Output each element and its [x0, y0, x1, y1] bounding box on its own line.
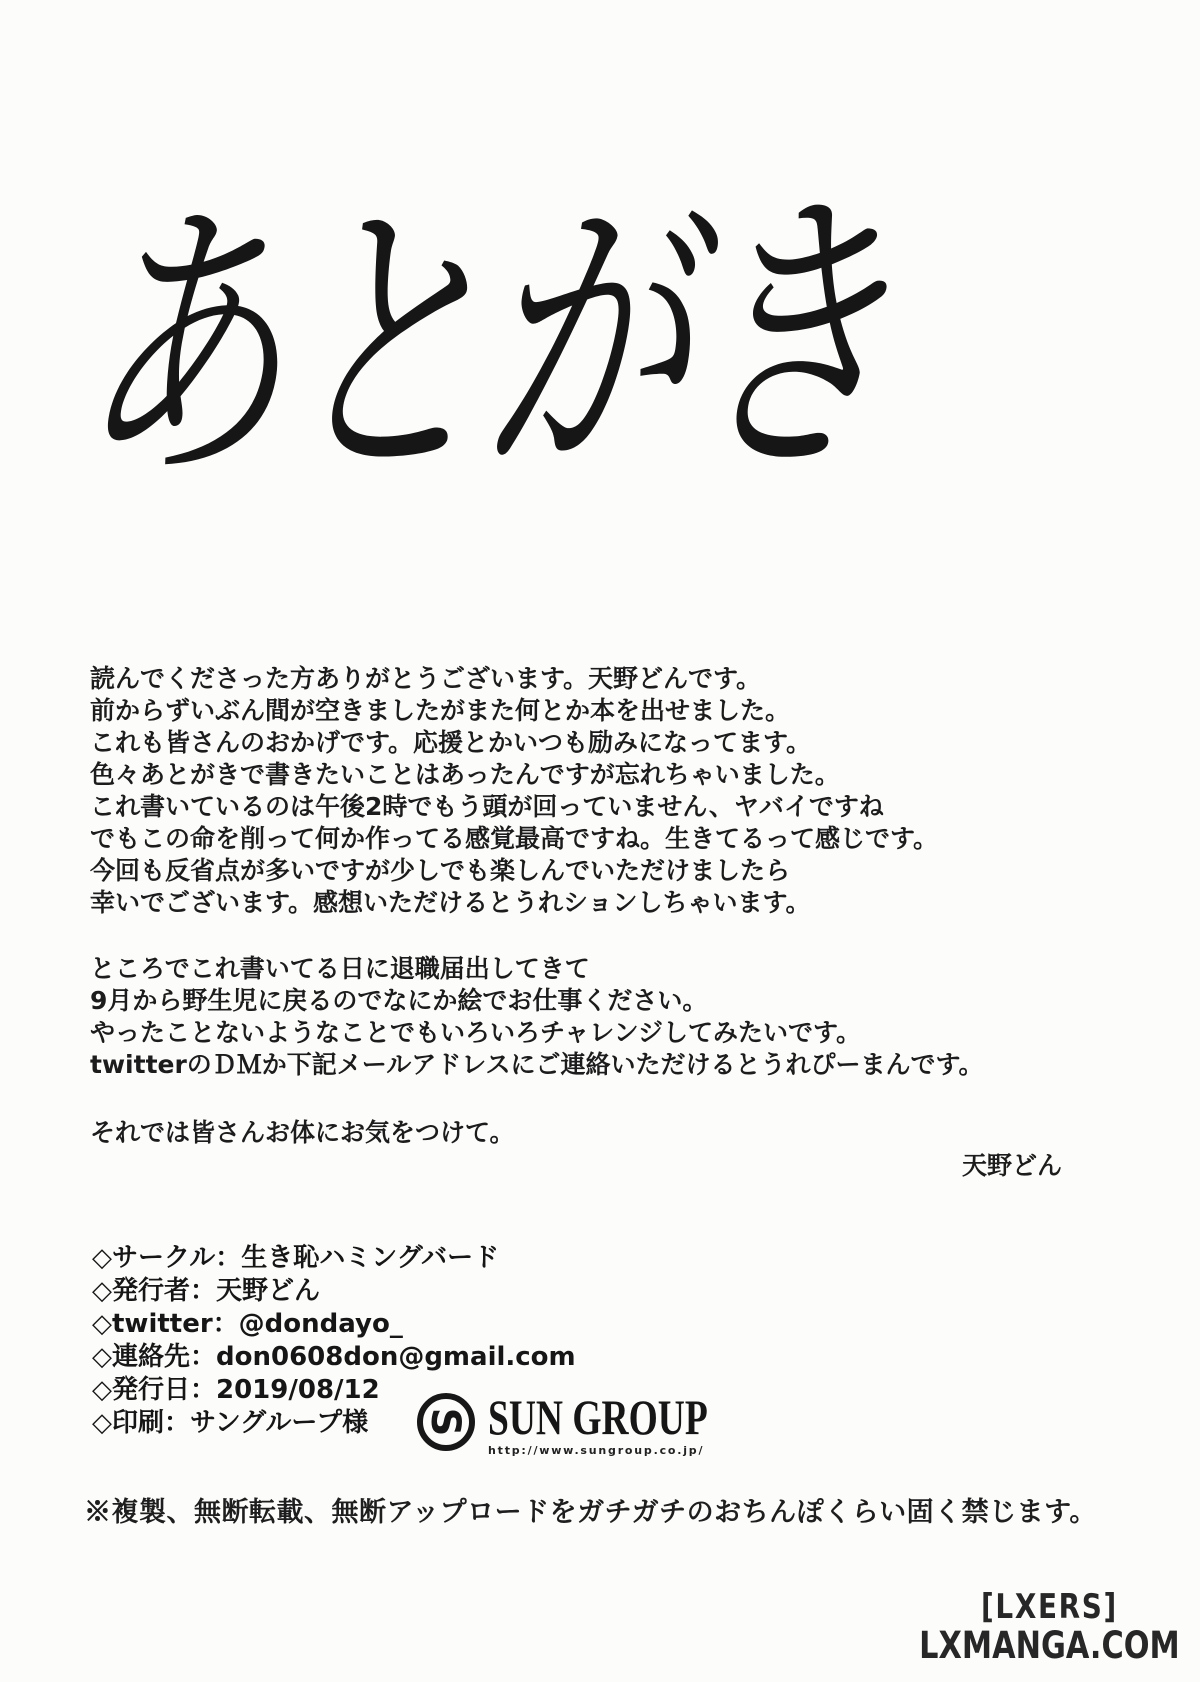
sun-group-url: http://www.sungroup.co.jp/ — [488, 1444, 705, 1457]
sun-group-logo — [414, 1390, 781, 1457]
text-line: 今回も反省点が多いですが少しでも楽しんでいただけましたら — [90, 856, 791, 885]
colophon-publisher: ◇発行者：天野どん — [92, 1276, 320, 1306]
text-line: ところでこれ書いてる日に退職届出してきて — [90, 954, 590, 983]
colophon-publish-date: ◇発行日：2019/08/12 — [92, 1375, 380, 1405]
text-line: でもこの命を削って何か作ってる感覚最高ですね。生きてるって感じです。 — [90, 824, 939, 853]
text-line: 色々あとがきで書きたいことはあったんですが忘れちゃいました。 — [90, 760, 840, 789]
site-watermark — [919, 1587, 1180, 1667]
sun-group-mark-icon — [414, 1390, 478, 1454]
colophon-contact-email: ◇連絡先：don0608don@gmail.com — [92, 1342, 576, 1372]
colophon-printer: ◇印刷：サングループ様 — [92, 1408, 369, 1438]
text-line: これも皆さんのおかげです。応援とかいつも励みになってます。 — [90, 728, 812, 757]
text-line: 幸いでございます。感想いただけるとうれションしちゃいます。 — [90, 888, 811, 917]
text-line: やったことないようなことでもいろいろチャレンジしてみたいです。 — [90, 1018, 862, 1047]
text-line: 読んでくださった方ありがとうございます。天野どんです。 — [90, 664, 762, 693]
colophon-circle: ◇サークル：生き恥ハミングバード — [92, 1243, 500, 1273]
afterword-paragraph-1 — [90, 663, 984, 919]
colophon-twitter: ◇twitter：@dondayo_ — [92, 1309, 403, 1339]
text-line: 前からずいぶん間が空きましたがまた何とか本を出せました。 — [90, 696, 791, 725]
sun-group-mark-letter: S — [422, 1407, 468, 1437]
watermark-site-name: LXMANGA.COM — [919, 1624, 1180, 1667]
afterword-body — [90, 663, 984, 1149]
text-line: これ書いているのは午後2時でもう頭が回っていません、ヤバイですね — [90, 792, 884, 821]
closing-line: それでは皆さんお体にお気をつけて。 — [90, 1118, 515, 1147]
afterword-paragraph-2 — [90, 953, 984, 1081]
copyright-disclaimer: ※複製、無断転載、無断アップロードをガチガチのおちんぽくらい固く禁じます。 — [84, 1497, 1097, 1528]
page-title: あとがき — [73, 162, 889, 524]
sun-group-text — [488, 1390, 781, 1457]
watermark-group-tag: [LXERS] — [981, 1587, 1119, 1627]
text-line: twitterのＤＭか下記メールアドレスにご連絡いただけるとうれぴーまんです。 — [90, 1050, 984, 1079]
text-line: 9月から野生児に戻るのでなにか絵でお仕事ください。 — [90, 986, 708, 1015]
author-signature: 天野どん — [961, 1151, 1062, 1180]
sun-group-name: SUN GROUP — [488, 1389, 708, 1445]
